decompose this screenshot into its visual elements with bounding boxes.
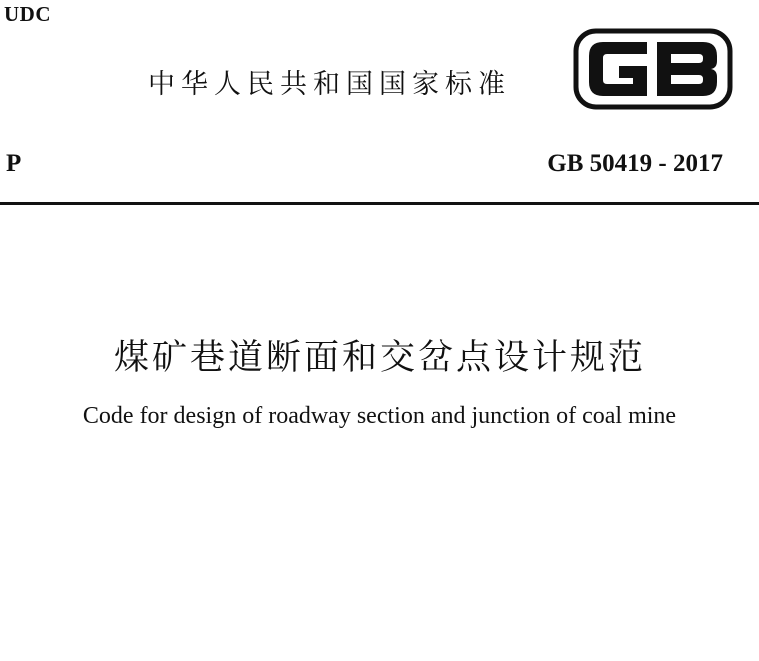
- gb-logo: [573, 28, 733, 110]
- udc-label: UDC: [4, 2, 51, 26]
- national-standard-heading: 中华人民共和国国家标准: [148, 69, 511, 100]
- standard-number: GB 50419 - 2017: [547, 150, 723, 177]
- title-chinese: 煤矿巷道断面和交岔点设计规范: [113, 338, 646, 378]
- header-divider: [0, 202, 759, 205]
- title-english: Code for design of roadway section and junction of coal mine: [82, 403, 677, 429]
- category-code: P: [6, 150, 22, 177]
